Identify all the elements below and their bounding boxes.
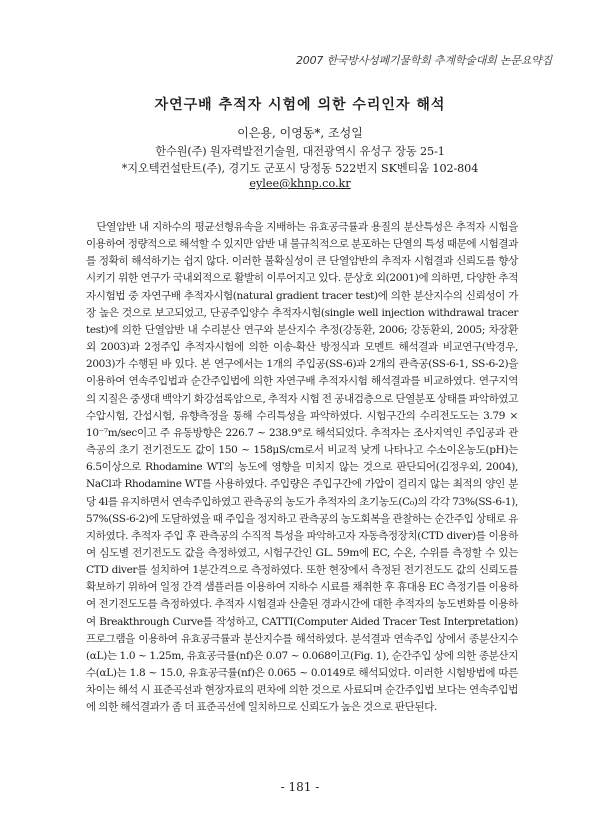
- abstract-body: [86, 219, 518, 717]
- abstract-paragraph: 단열암반 내 지하수의 평균선형유속을 지배하는 유효공극률과 용질의 분산특성은 추적자 시험을 이용하여 정량적으로 해석할 수 있지만 암반 내 불규칙적으로 분포하는 단열의 특성 때문에 시험결과를 정확히 해석하기는 쉽지 않다. 이러한 불확실성이 큰 단열암반의 추적자 시험결과 신뢰도를 향상시키기 위한 연구가 국내외적으로 활발히 이루어지고 있다. 문상호 외(2001)에 의하면, 다양한 추적자시험법 중 자연구배 추적자시험(natural gradient tracer test)에 의한 분산지수의 신뢰성이 가장 높은 것으로 보고되었고, 단공주입양수 추적자시험(single well injection withdrawal tracer test)에 의한 단열암반 내 수리분산 연구와 분산지수 추정(강동환, 2006; 강동환외, 2005; 차장환 외 2003)과 2정주입 추적자시험에 의한 이송-확산 방정식과 모멘트 해석결과 비교연구(박경우, 2003)가 수행된 바 있다. 본 연구에서는 1개의 주입공(SS-6)과 2개의 관측공(SS-6-1, SS-6-2)을 이용하여 연속주입법과 순간주입법에 의한 자연구배 추적자시험 해석결과를 비교하였다. 연구지역의 지질은 중생대 백악기 화강섬록암으로, 추적자 시험 전 공내검층으로 단열분포 상태를 파악하였고 수압시험, 간섭시험, 유향측정을 통해 수리특성을 파악하였다. 시험구간의 수리전도도는 3.79 × 10⁻⁷m/sec이고 주 유동방향은 226.7 ~ 238.9°로 해석되었다. 추적자는 조사지역인 주입공과 관측공의 초기 전기전도도 값이 150 ~ 158μS/cm로서 비교적 낮게 나타나고 수소이온농도(pH)는 6.5이상으로 Rhodamine WT의 농도에 영향을 미치지 않는 것으로 판단되어(김정우외, 2004), NaCl과 Rhodamine WT를 사용하였다. 주입량은 주입구간에 가압이 걸리지 않는 최적의 양인 분당 4l를 유지하면서 연속주입하였고 관측공의 농도가 추적자의 초기농도(C₀)의 각각 73%(SS-6-1), 57%(SS-6-2)에 도달하였을 때 주입을 정지하고 관측공의 농도회복을 관찰하는 순간주입 상태로 유지하였다. 추적자 주입 후 관측공의 수직적 특성을 파악하고자 자동측정장치(CTD diver)를 이용하여 심도별 전기전도도 값을 측정하였고, 시험구간인 GL. 59m에 EC, 수온, 수위를 측정할 수 있는 CTD diver를 설치하여 1분간격으로 측정하였다. 또한 현장에서 측정된 전기전도도 값의 신뢰도를 확보하기 위하여 일정 간격 샘플러를 이용하여 지하수 시료를 채취한 후 휴대용 EC 측정기를 이용하여 전기전도도를 측정하였다. 추적자 시험결과 산출된 경과시간에 대한 추적자의 농도변화를 이용하여 Breakthrough Curve를 작성하고, CATTI(Computer Aided Tracer Test Interpretation) 프로그램을 이용하여 유효공극률과 분산지수를 해석하였다. 분석결과 연속주입 상에서 종분산지수(αL)는 1.0 ~ 1.25m, 유효공극률(nf)은 0.07 ~ 0.068이고(Fig. 1), 순간주입 상에 의한 종분산지수(αL)는 1.8 ~ 15.0, 유효공극률(nf)은 0.065 ~ 0.0149로 해석되었다. 이러한 시험방법에 따른 차이는 해석 시 표준곡선과 현장자료의 편차에 의한 것으로 사료되며 순간주입법 보다는 연속주입법에 의한 해석결과가 좀 더 표준곡선에 일치하므로 신뢰도가 높은 것으로 판단된다.: [86, 221, 518, 714]
- author-list: 이은용, 이영동*, 조성일: [237, 126, 363, 140]
- affiliation-primary: 한수원(주) 원자력발전기술원, 대전광역시 유성구 장동 25-1: [155, 145, 445, 158]
- running-header: 2007 한국방사성폐기물학회 추계학술대회 논문요약집: [295, 54, 552, 67]
- page-number: - 181 -: [280, 780, 320, 794]
- contact-email: [0, 177, 600, 190]
- paper-title: 자연구배 추적자 시험에 의한 수리인자 해석: [154, 97, 446, 113]
- affiliation-secondary: *지오텍컨설탄트(주), 경기도 군포시 당정동 522번지 SK벤티움 102-804: [121, 162, 479, 175]
- email-link[interactable]: eylee@khnp.co.kr: [249, 177, 351, 190]
